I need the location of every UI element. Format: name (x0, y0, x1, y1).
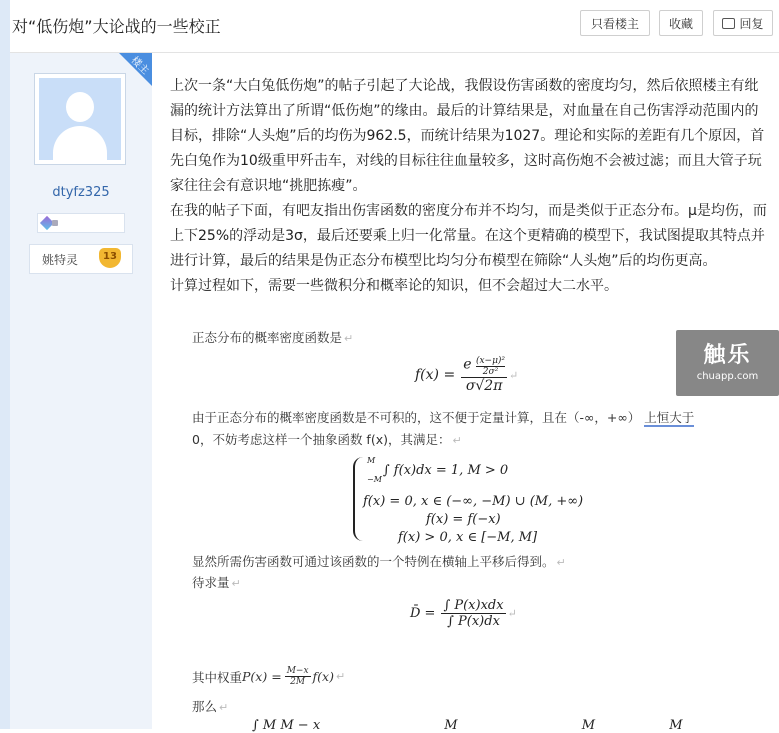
watermark-main: 触乐 (703, 343, 752, 368)
math-line-greater: 上恒大于 (644, 410, 695, 425)
sys-line-2: f(x) = 0, x ∈ (−∞, −M) ∪ (M, +∞) (363, 494, 584, 509)
math-line-shift: 显然所需伤害函数可通过该函数的一个特例在横轴上平移后得到。 (192, 554, 555, 569)
level-number: 13 (103, 251, 117, 262)
final-eq-head: ∫ M M − x (252, 718, 321, 733)
eq-exp-num: (x−μ)² (475, 356, 506, 366)
math-line-nonintegrable: 由于正态分布的概率密度函数是不可积的，这不便于定量计算，且在（-∞，+∞） (192, 410, 641, 425)
author-sidebar (10, 53, 152, 729)
eq-den: σ√2π (465, 378, 503, 394)
only-op-button[interactable]: 只看楼主 (580, 10, 650, 36)
level-badge-icon (99, 248, 121, 270)
dbar-label: D̄ = (410, 606, 436, 621)
post-header (10, 0, 779, 53)
math-line-then: 那么 (192, 699, 218, 714)
op-corner-label: 楼主 (128, 54, 151, 77)
post-paragraph: 计算过程如下，需要一些微积分和概率论的知识，但不会超过大二水平。 (170, 278, 618, 294)
sys-line-4: f(x) > 0, x ∈ [−M, M] (398, 530, 538, 545)
math-image: 正态分布的概率密度函数是 ↵ f(x) = e $^{\frac{\text{(x−μ)²}}{\text{2σ²}}}$ σ√2π ↵ 由于正态分布的概率密度函数是不可积的，这不便于定量计算，且在（-∞，+∞） 上恒大于 0，不妨考虑这样一个抽象函数 f(x)，其满足： ↵ M −M ∫ f(x)dx = 1, M > 0 f(x) = 0, x ∈ (−∞, −M) ∪ (M, +∞) f(x) = f(−x) f(x) > 0, x ∈ [−M, M] 显然所需伤害函数可通过该函数的一个特例在横轴上平移后得到。 ↵ 待求量 ↵ D̄ = $\frac{\text{∫ P(x)xdx}}{\int P(x)dx}$ ↵ 其中权重 P(x) = $\frac{M-x}{2M}$ f(x) ↵ 那么 ↵ ∫ M M − x M M M (170, 322, 766, 729)
watermark-sub: chuapp.com (696, 371, 759, 382)
math-line-target: 待求量 (192, 575, 230, 590)
dbar-num: ∫ P(x)xdx (443, 598, 504, 613)
normal-pdf-equation: f(x) = e $^{\frac{\text{(x−μ)²}}{\text{2σ²}}}$ σ√2π ↵ (415, 356, 519, 394)
sys1-lower: −M (367, 475, 382, 484)
reply-button[interactable] (713, 10, 773, 36)
post-paragraph: 上次一条“大白兔低伤炮”的帖子引起了大论战，我假设伤害函数的密度均匀，然后依照楼主有纰漏的统计方法算出了所谓“低伤炮”的缘由。最后的计算结果是，对血量在自己伤害浮动范围内的目标，排除“人头炮”后的均伤为962.5，而统计结果为1027。理论和实际的差距有几个原因，首先白兔作为10级重甲歼击车，对线的目标往往血量较多，这时高伤炮不会被过滤；而且大管子玩家往往会有意识地“挑肥拣瘦”。 (170, 78, 765, 194)
weight-den: 2M (290, 677, 306, 687)
weight-num: M−x (286, 666, 309, 676)
sys-line-1 (367, 456, 508, 484)
final-eq-m2: M (581, 718, 596, 733)
weight-tail: f(x) (312, 669, 334, 684)
sys1-text: ∫ f(x)dx = 1, M > 0 (382, 462, 509, 478)
dbar-den: ∫ P(x)dx (447, 614, 500, 629)
post-paragraph: 在我的帖子下面，有吧友指出伤害函数的密度分布并不均匀，而是类似于正态分布。μ是均伤，而上下25%的浮动是3σ，最后还要乘上归一化常量。在这个更精确的模型下，我试图提取其特点并进行计算，最后的结果是伪正态分布模型比均匀分布模型在筛除“人头炮”后的均伤更高。 (170, 203, 767, 269)
favorite-button[interactable]: 收藏 (659, 10, 703, 36)
post-title: 对“低伤炮”大论战的一些校正 (12, 17, 221, 36)
small-badge-icon (52, 220, 58, 226)
eq-fx: f(x) = (415, 367, 456, 383)
sys1-upper: M (367, 456, 376, 465)
avatar[interactable] (34, 73, 126, 165)
member-icon-box (37, 213, 125, 233)
math-line-abstract: 0，不妨考虑这样一个抽象函数 f(x)，其满足： (192, 432, 451, 447)
weight-label: P(x) = (242, 669, 282, 684)
rank-box (29, 244, 133, 274)
math-line-pdf: 正态分布的概率密度函数是 (192, 330, 343, 345)
eq-exp-den: 2σ² (482, 367, 499, 377)
eq-e: e (463, 356, 472, 373)
dbar-equation: D̄ = $\frac{\text{∫ P(x)xdx}}{\int P(x)dx}$ ↵ (410, 598, 517, 629)
reply-label: 回复 (739, 16, 764, 31)
post-body (170, 74, 770, 299)
default-avatar-icon (39, 78, 121, 160)
chuapp-watermark-logo (676, 330, 779, 396)
sys-line-3: f(x) = f(−x) (426, 512, 501, 527)
reply-icon (722, 18, 735, 29)
username-link[interactable]: dtyfz325 (52, 185, 110, 200)
final-eq-m3: M (669, 718, 683, 733)
left-edge-strip (0, 0, 10, 729)
final-equation-partial (252, 718, 683, 733)
final-eq-m1: M (444, 718, 458, 733)
rank-title: 姚特灵 (42, 253, 79, 267)
math-line-weight: 其中权重 (192, 669, 243, 685)
